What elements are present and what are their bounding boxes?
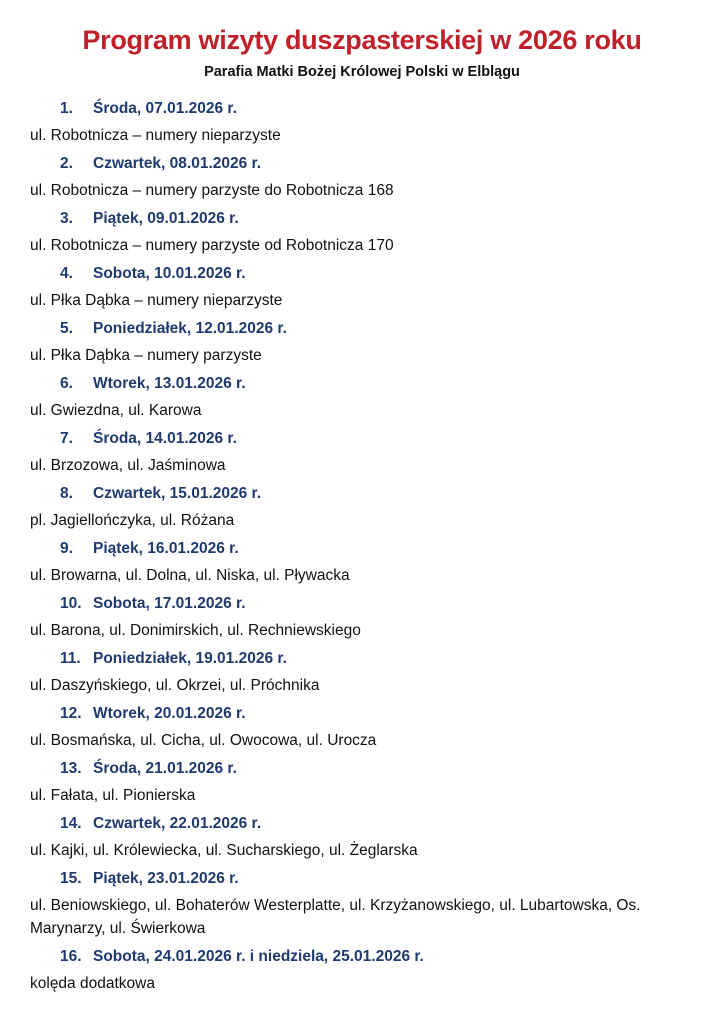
entry-number: 8. [60,485,73,502]
entry-streets: ul. Brzozowa, ul. Jaśminowa [30,457,226,474]
entry-number: 1. [60,100,73,117]
entry-heading [30,369,690,399]
schedule-entry [30,94,690,147]
schedule-entry [30,424,690,477]
schedule-entry [30,699,690,752]
entry-number: 12. [60,705,82,722]
entry-heading [30,534,690,564]
entry-heading [30,149,690,179]
entry-date: Sobota, 24.01.2026 r. i niedziela, 25.01.2026 r. [93,948,424,965]
entry-streets: ul. Bosmańska, ul. Cicha, ul. Owocowa, ul. Urocza [30,732,377,749]
entry-heading [30,942,690,972]
schedule-entry [30,809,690,862]
schedule-entry [30,479,690,532]
entry-date: Poniedziałek, 19.01.2026 r. [93,650,287,667]
entry-date: Środa, 07.01.2026 r. [93,100,237,117]
entry-number: 9. [60,540,73,557]
entry-streets: kolęda dodatkowa [30,975,155,992]
schedule-entry [30,864,690,940]
entry-heading [30,809,690,839]
entry-date: Sobota, 17.01.2026 r. [93,595,246,612]
schedule-entry [30,942,690,995]
entry-heading [30,754,690,784]
entry-heading [30,204,690,234]
entry-date: Piątek, 16.01.2026 r. [93,540,239,557]
schedule-entry [30,754,690,807]
entry-number: 10. [60,595,82,612]
schedule-entry [30,149,690,202]
entry-number: 5. [60,320,73,337]
schedule-entry [30,644,690,697]
entry-date: Czwartek, 08.01.2026 r. [93,155,262,172]
schedule-entry [30,369,690,422]
schedule-entry [30,314,690,367]
entry-heading [30,94,690,124]
entry-heading [30,424,690,454]
entry-streets: ul. Robotnicza – numery parzyste od Robotnicza 170 [30,237,394,254]
entry-streets: ul. Gwiezdna, ul. Karowa [30,402,202,419]
entry-date: Czwartek, 15.01.2026 r. [93,485,262,502]
entry-date: Środa, 21.01.2026 r. [93,760,237,777]
entry-number: 15. [60,870,82,887]
entry-number: 13. [60,760,82,777]
entry-number: 11. [60,650,81,667]
entry-date: Sobota, 10.01.2026 r. [93,265,246,282]
schedule-entry [30,204,690,257]
entry-date: Czwartek, 22.01.2026 r. [93,815,262,832]
schedule-entry [30,259,690,312]
document-subtitle: Parafia Matki Bożej Królowej Polski w Elblągu [204,64,520,80]
schedule-entry [30,534,690,587]
document-title: Program wizyty duszpasterskiej w 2026 roku [82,25,642,55]
entry-heading [30,864,690,894]
entry-streets: ul. Robotnicza – numery parzyste do Robotnicza 168 [30,182,394,199]
entry-heading [30,589,690,619]
entry-streets: ul. Płka Dąbka – numery nieparzyste [30,292,283,309]
entry-number: 16. [60,948,82,965]
entry-number: 6. [60,375,73,392]
entry-streets: ul. Fałata, ul. Pionierska [30,787,196,804]
entry-number: 14. [60,815,82,832]
entry-heading [30,479,690,509]
entry-streets: ul. Kajki, ul. Królewiecka, ul. Sucharskiego, ul. Żeglarska [30,842,418,859]
entry-date: Piątek, 23.01.2026 r. [93,870,239,887]
visit-schedule-list [30,94,690,997]
entry-streets: ul. Robotnicza – numery nieparzyste [30,127,281,144]
entry-heading [30,314,690,344]
entry-date: Środa, 14.01.2026 r. [93,430,237,447]
entry-heading [30,259,690,289]
entry-number: 7. [60,430,73,447]
entry-date: Poniedziałek, 12.01.2026 r. [93,320,287,337]
entry-date: Piątek, 09.01.2026 r. [93,210,239,227]
entry-date: Wtorek, 13.01.2026 r. [93,375,246,392]
entry-heading [30,699,690,729]
schedule-entry [30,589,690,642]
entry-streets: pl. Jagiellończyka, ul. Różana [30,512,235,529]
entry-date: Wtorek, 20.01.2026 r. [93,705,246,722]
entry-streets: ul. Barona, ul. Donimirskich, ul. Rechniewskiego [30,622,361,639]
entry-streets: ul. Beniowskiego, ul. Bohaterów Westerplatte, ul. Krzyżanowskiego, ul. Lubartowska, Os. Marynarzy, ul. Świerkowa [30,897,641,937]
entry-streets: ul. Daszyńskiego, ul. Okrzei, ul. Próchnika [30,677,320,694]
entry-number: 4. [60,265,73,282]
entry-heading [30,644,690,674]
entry-number: 3. [60,210,73,227]
entry-number: 2. [60,155,73,172]
entry-streets: ul. Browarna, ul. Dolna, ul. Niska, ul. Pływacka [30,567,350,584]
entry-streets: ul. Płka Dąbka – numery parzyste [30,347,262,364]
